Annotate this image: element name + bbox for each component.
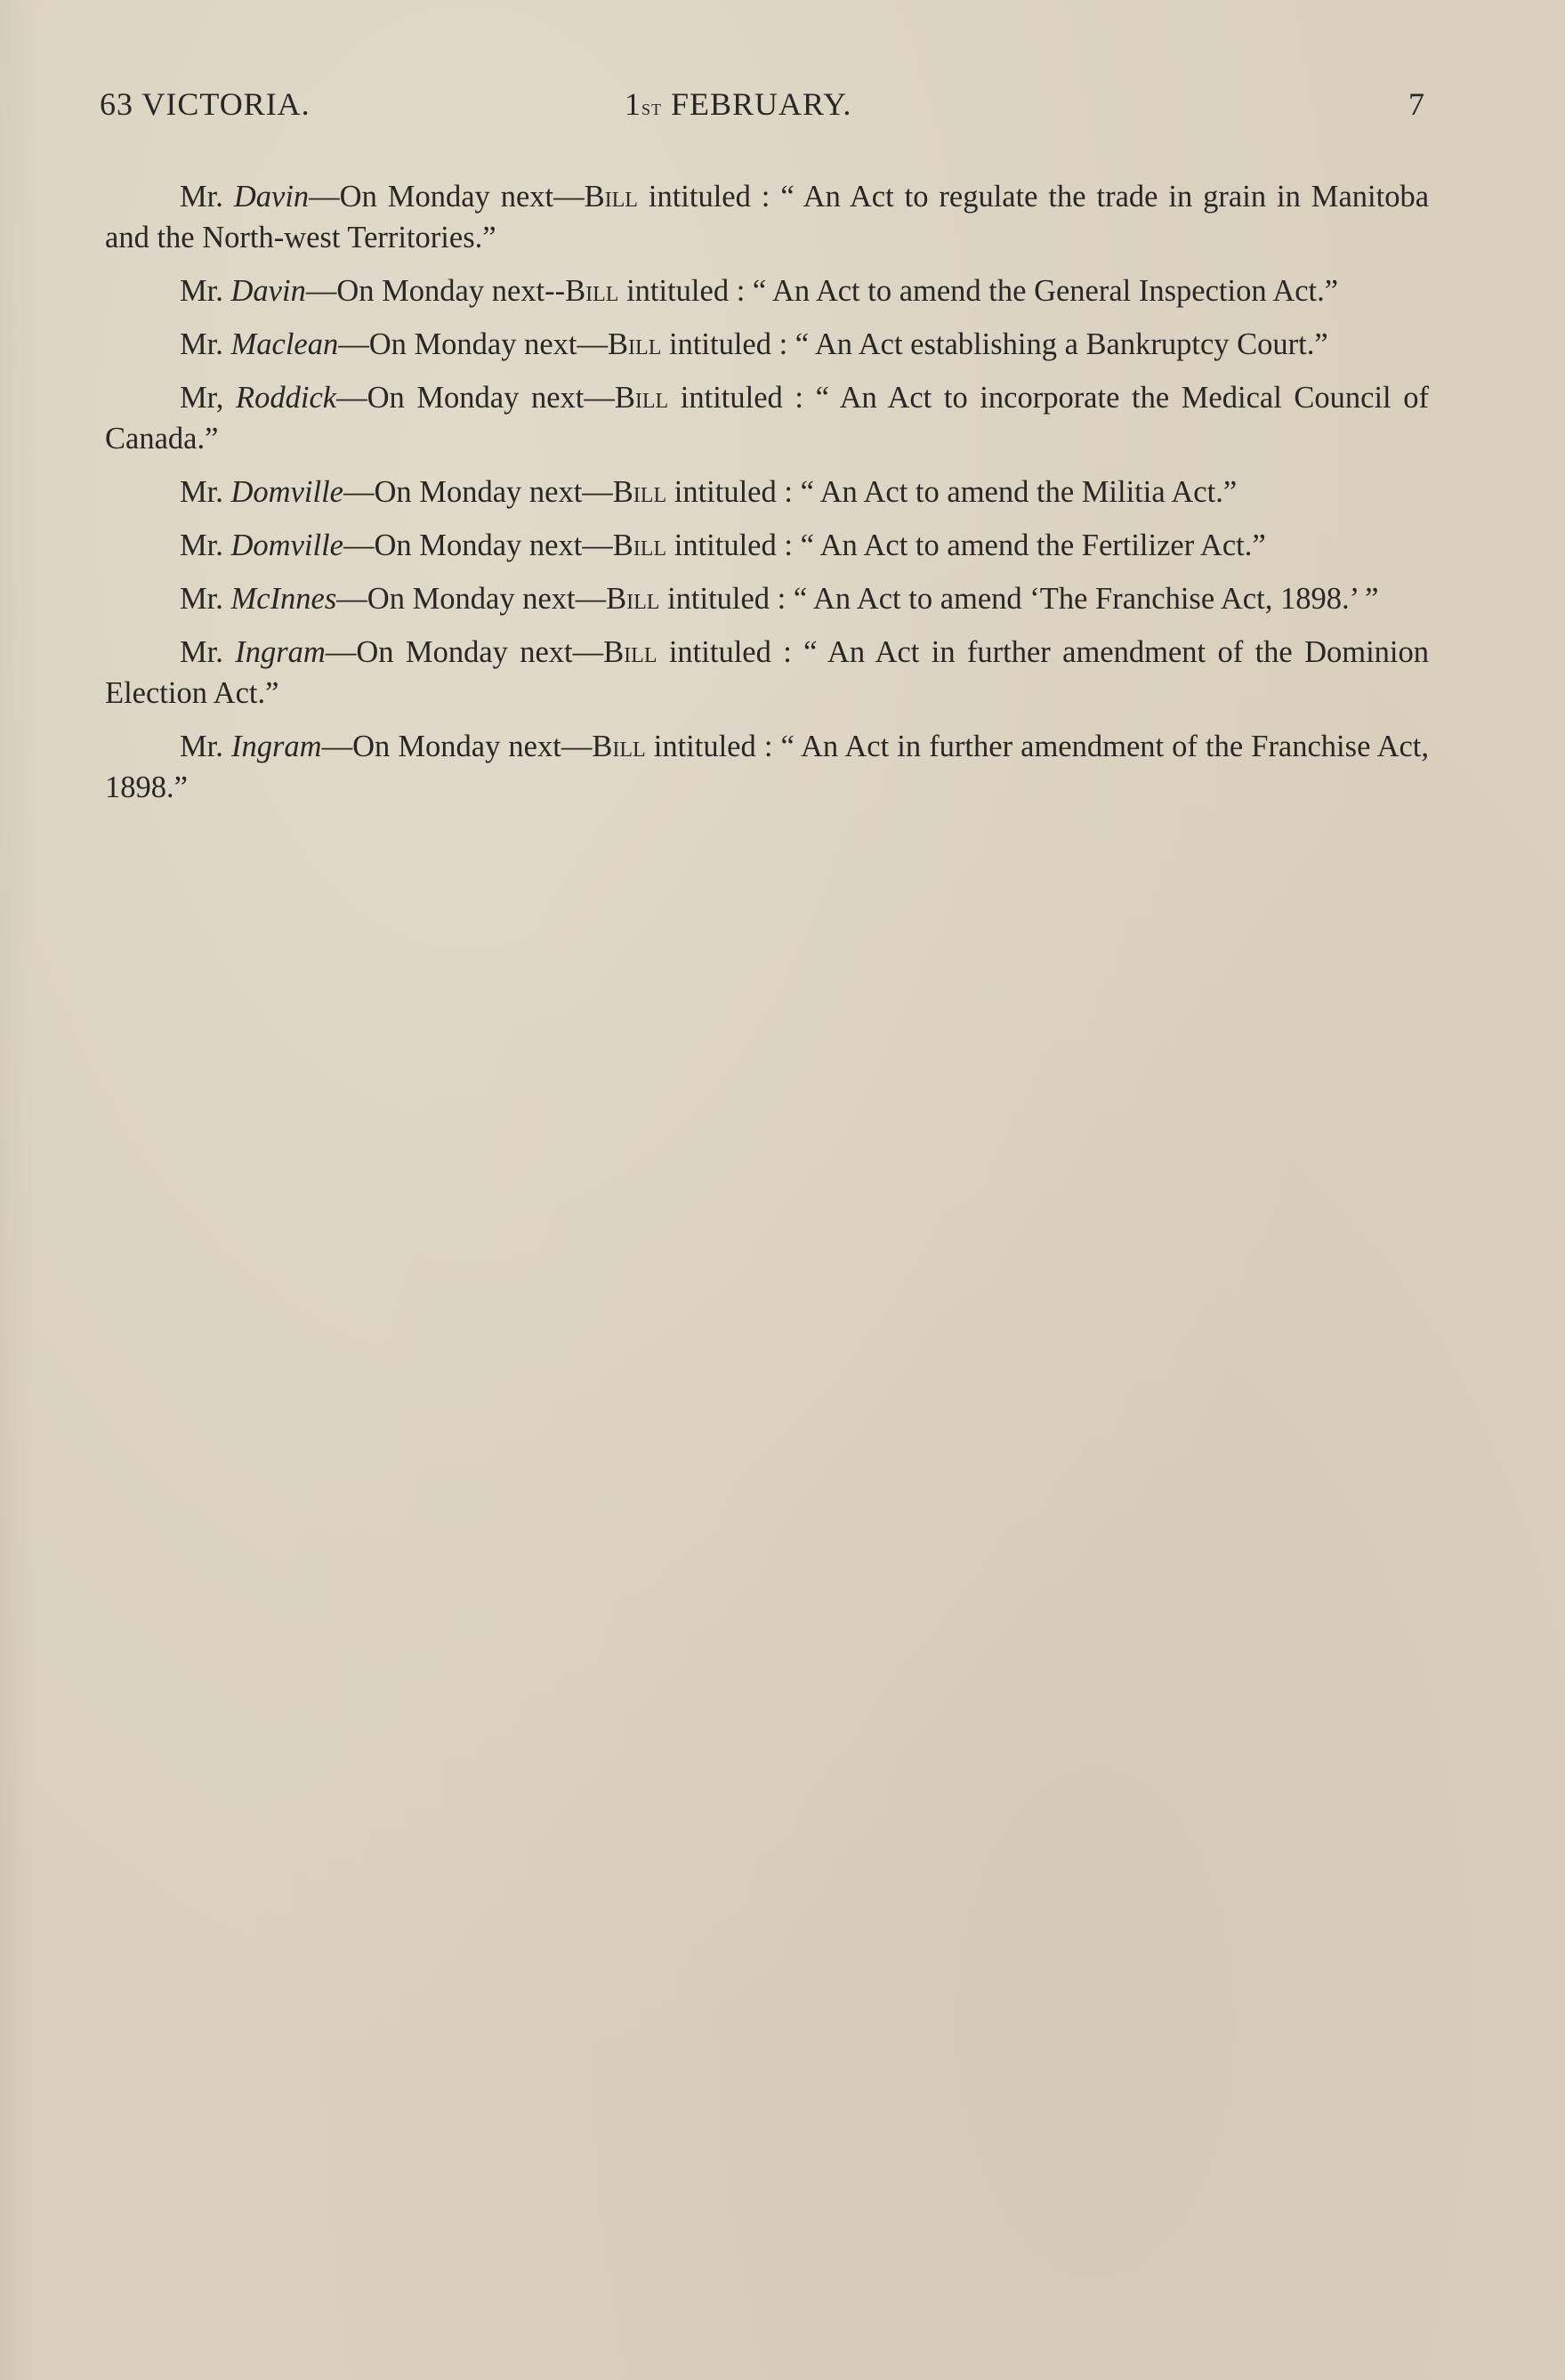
- bill-title: intituled : “ An Act to amend the Militia Act.”: [666, 475, 1238, 509]
- date-label: [625, 85, 851, 123]
- notice-entry: [105, 176, 1429, 258]
- bill-label: Bill: [612, 475, 667, 509]
- member-name: Maclean: [230, 327, 339, 361]
- member-title: Mr.: [180, 180, 223, 214]
- member-name: Domville: [230, 475, 343, 509]
- member-title: Mr.: [180, 475, 223, 509]
- member-name: Domville: [230, 528, 343, 562]
- bill-label: Bill: [614, 381, 669, 415]
- notice-entry: [105, 726, 1429, 808]
- bill-label: Bill: [612, 528, 667, 562]
- notice-timing: —On Monday next—: [343, 528, 613, 562]
- member-title: Mr.: [180, 582, 223, 616]
- page-number: 7: [1408, 86, 1425, 122]
- notice-timing: —On Monday next—: [338, 327, 609, 361]
- session-label: 63 VICTORIA.: [100, 86, 311, 122]
- member-name: Davin: [233, 180, 310, 214]
- notice-timing: —On Monday next—: [336, 582, 607, 616]
- date-day: 1: [625, 86, 641, 122]
- notice-timing: —On Monday next—: [321, 730, 593, 763]
- member-title: Mr.: [180, 730, 223, 763]
- notice-entry: [105, 632, 1429, 714]
- date-ordinal-suffix: st: [641, 94, 663, 120]
- member-name: Davin: [230, 274, 306, 308]
- date-month: FEBRUARY.: [671, 86, 852, 122]
- bill-title: intituled : “ An Act to amend ‘The Franchise Act, 1898.’ ”: [659, 582, 1379, 616]
- running-head: [100, 85, 1425, 130]
- member-title: Mr.: [180, 274, 223, 308]
- bill-label: Bill: [584, 180, 638, 214]
- bill-title: intituled : “ An Act establishing a Bankruptcy Court.”: [661, 327, 1328, 361]
- member-title: Mr.: [180, 528, 223, 562]
- notice-entry: [105, 578, 1429, 619]
- notice-entry: [105, 324, 1429, 365]
- bill-title: intituled : “ An Act in further amendment of the Franchise Act, 1898.”: [105, 730, 1430, 804]
- notice-timing: —On Monday next—: [343, 475, 613, 509]
- notice-timing: —On Monday next—: [309, 180, 585, 214]
- bill-label: Bill: [608, 327, 662, 361]
- member-name: Ingram: [235, 635, 326, 669]
- notice-entry: [105, 377, 1429, 459]
- member-name: McInnes: [230, 582, 337, 616]
- bill-title: intituled : “ An Act to regulate the trade in grain in Manitoba and the North-west Territories.”: [105, 180, 1430, 254]
- notice-list: [105, 176, 1429, 820]
- member-title: Mr,: [180, 381, 224, 415]
- bill-label: Bill: [592, 730, 646, 763]
- member-name: Roddick: [236, 381, 337, 415]
- notice-entry: [105, 525, 1429, 566]
- member-name: Ingram: [230, 730, 322, 763]
- bill-title: intituled : “ An Act to amend the Fertilizer Act.”: [666, 528, 1266, 562]
- bill-title: intituled : “ An Act in further amendment of the Dominion Election Act.”: [105, 635, 1430, 710]
- notice-timing: —On Monday next—: [325, 635, 604, 669]
- notice-timing: —On Monday next--: [305, 274, 566, 308]
- notice-entry: [105, 472, 1429, 512]
- notice-entry: [105, 270, 1429, 311]
- notice-timing: —On Monday next—: [336, 381, 615, 415]
- bill-title: intituled : “ An Act to incorporate the Medical Council of Canada.”: [105, 381, 1429, 456]
- bill-label: Bill: [603, 635, 657, 669]
- member-title: Mr.: [180, 635, 223, 669]
- bill-label: Bill: [565, 274, 619, 308]
- bill-label: Bill: [606, 582, 660, 616]
- member-title: Mr.: [180, 327, 223, 361]
- bill-title: intituled : “ An Act to amend the General Inspection Act.”: [618, 274, 1339, 308]
